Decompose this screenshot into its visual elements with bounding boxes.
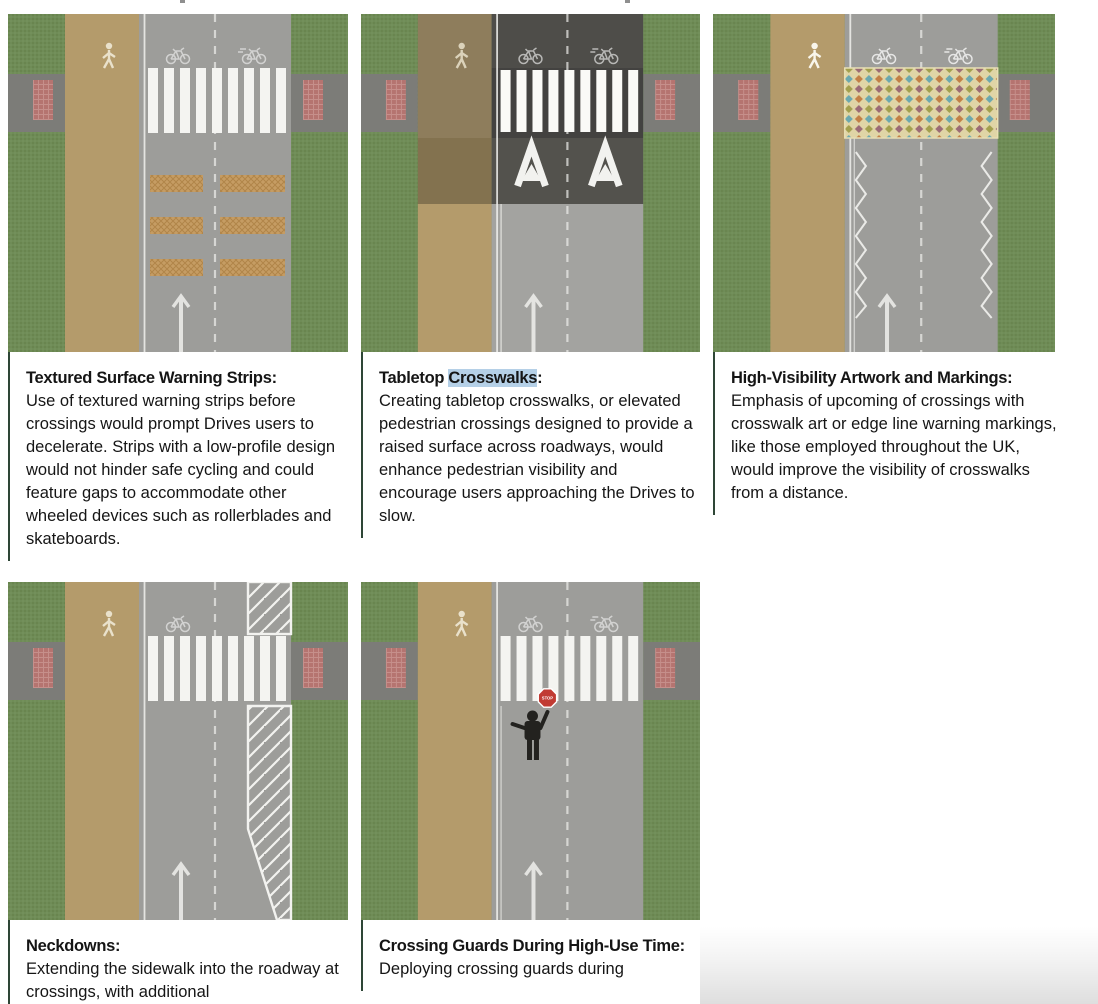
zebra-crosswalk: [501, 636, 639, 701]
figure-title: [26, 935, 346, 958]
zebra-crosswalk: [148, 68, 286, 133]
search-highlight: Crosswalks: [448, 369, 538, 387]
figure-caption: [361, 920, 700, 991]
street-scene: [8, 14, 348, 352]
figure-title: [26, 367, 346, 390]
stop-sign-icon: [538, 689, 556, 707]
figure-title-text: Crossing Guards During High-Use Time:: [379, 937, 685, 955]
figure-caption: [361, 352, 700, 538]
cropped-text-remnant: [180, 0, 185, 3]
bench-marker: [655, 80, 675, 120]
street-scene: [713, 14, 1055, 352]
tabletop-crosswalk-illustration: [361, 14, 700, 352]
figure-description: Extending the sidewalk into the roadway at crossings, with additional: [26, 960, 339, 1001]
bench-marker: [1010, 80, 1030, 120]
street-scene: [361, 582, 700, 920]
figure-card-textured-strips: [8, 14, 348, 561]
figure-title-text: Textured Surface Warning Strips:: [26, 369, 277, 387]
bench-marker: [738, 80, 758, 120]
figure-title-suffix: :: [537, 369, 543, 387]
figure-caption: [8, 920, 348, 1004]
bench-marker: [655, 648, 675, 688]
zebra-crosswalk: [501, 70, 639, 132]
figure-title-text: Tabletop: [379, 369, 449, 387]
figure-title: [379, 367, 698, 390]
figure-card-tabletop-crosswalks: [361, 14, 700, 538]
bench-marker: [33, 648, 53, 688]
high-visibility-artwork-illustration: [713, 14, 1055, 352]
textured-surface-warning-strips-illustration: [8, 14, 348, 352]
figure-card-neckdowns: [8, 582, 348, 1004]
figure-description: Emphasis of upcoming of crossings with crosswalk art or edge line warning markings, like those employed throughout the UK, would improve the visibility of crosswalks from a distance.: [731, 392, 1057, 502]
figure-title: [379, 935, 698, 958]
bench-marker: [386, 648, 406, 688]
bench-marker: [33, 80, 53, 120]
figure-title: [731, 367, 1059, 390]
stop-sign-label: STOP: [541, 695, 554, 701]
figure-description: Creating tabletop crosswalks, or elevated pedestrian crossings designed to provide a raised surface across roadways, would enhance pedestrian visibility and encourage users approaching the Drives to slow.: [379, 392, 695, 525]
figure-title-text: High-Visibility Artwork and Markings:: [731, 369, 1013, 387]
bench-marker: [386, 80, 406, 120]
page-edge-shadow: [700, 926, 1098, 1004]
street-scene: [8, 582, 348, 920]
crossing-guard-illustration: [361, 582, 700, 920]
bench-marker: [303, 80, 323, 120]
zebra-crosswalk: [148, 636, 286, 701]
figure-caption: [8, 352, 348, 561]
figure-card-high-visibility-artwork: [713, 14, 1061, 515]
figure-card-crossing-guards: [361, 582, 700, 991]
neckdowns-illustration: [8, 582, 348, 920]
figure-title-text: Neckdowns:: [26, 937, 121, 955]
bench-marker: [303, 648, 323, 688]
cropped-text-remnant: [625, 0, 630, 3]
street-scene: [361, 14, 700, 352]
figure-description: Deploying crossing guards during: [379, 960, 624, 978]
figure-caption: [713, 352, 1061, 515]
figure-description: Use of textured warning strips before crossings would prompt Drives users to decelerate. Strips with a low-profile design would not hinder safe cycling and could feature gaps to accommodate other wheeled devices such as rollerblades and skateboards.: [26, 392, 336, 548]
crosswalk-artwork-mosaic: [845, 68, 998, 138]
